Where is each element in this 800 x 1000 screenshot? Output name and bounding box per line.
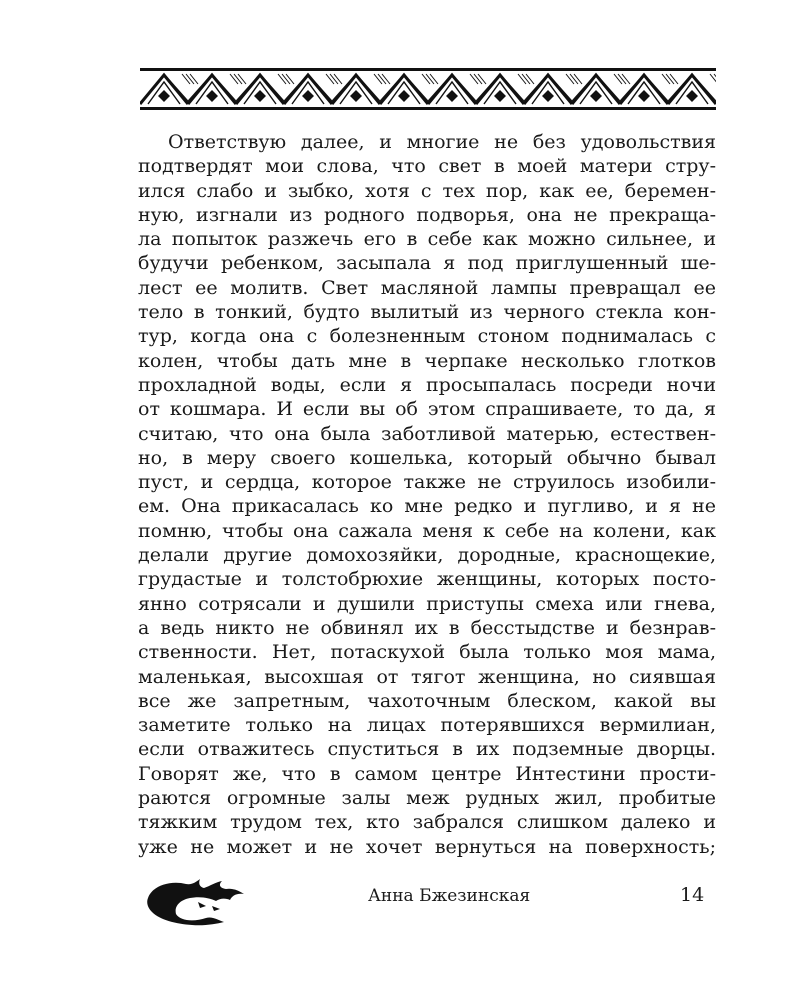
text-line: ную, изгнали из родного подворья, она не прекраща-	[138, 203, 716, 226]
text-line: все же запретным, чахоточным блеском, какой вы	[138, 689, 716, 712]
text-line: лест ее молитв. Свет масляной лампы превращал ее	[138, 276, 716, 299]
text-line: уже не может и не хочет вернуться на поверхность;	[138, 835, 716, 858]
text-line: будучи ребенком, засыпала я под приглушенный ше-	[138, 252, 716, 275]
text-line: ился слабо и зыбко, хотя с тех пор, как ее, беремен-	[138, 179, 716, 202]
text-line: Ответствую далее, и многие не без удовольствия	[168, 131, 716, 153]
text-line: ственности. Нет, потаскухой была только моя мама,	[138, 641, 716, 664]
footer-author: Анна Бжезинская	[368, 886, 531, 906]
text-line: пуст, и сердца, которое также не струилось изобили-	[138, 471, 716, 494]
text-line: подтвердят мои слова, что свет в моей матери стру-	[138, 155, 716, 178]
text-line: тяжким трудом тех, кто забрался слишком далеко и	[138, 811, 716, 834]
text-line: Говорят же, что в самом центре Интестини прости-	[138, 762, 716, 785]
text-line: грудастые и толстобрюхие женщины, которых посто-	[138, 568, 716, 591]
text-line: заметите только на лицах потерявшихся вермилиан,	[138, 714, 716, 737]
text-line: янно сотрясали и душили приступы смеха или гнева,	[138, 592, 716, 615]
text-line: ла попыток разжечь его в себе как можно сильнее, и	[138, 228, 716, 251]
text-line: прохладной воды, если я просыпалась посреди ночи	[138, 373, 716, 396]
text-line: помню, чтобы она сажала меня к себе на колени, как	[138, 519, 716, 542]
text-line: делали другие домохозяйки, дородные, краснощекие,	[138, 544, 716, 567]
text-line: ем. Она прикасалась ко мне редко и пугливо, и я не	[138, 495, 716, 518]
text-line: если отважитесь спуститься в их подземные дворцы.	[138, 738, 716, 761]
text-line: тур, когда она с болезненным стоном поднималась с	[138, 325, 716, 348]
text-line: считаю, что она была заботливой матерью, естествен-	[138, 422, 716, 445]
dragon-icon	[140, 876, 250, 926]
body-text	[138, 130, 716, 859]
text-line: но, в меру своего кошелька, который обычно бывал	[138, 446, 716, 469]
text-line: от кошмара. И если вы об этом спрашиваете, то да, я	[138, 398, 716, 421]
page-number: 14	[680, 884, 705, 906]
text-line: раются огромные залы меж рудных жил, пробитые	[138, 787, 716, 810]
text-line: тело в тонкий, будто вылитый из черного стекла кон-	[138, 301, 716, 324]
text-line: колен, чтобы дать мне в черпаке несколько глотков	[138, 349, 716, 372]
text-line: маленькая, высохшая от тягот женщина, но сиявшая	[138, 665, 716, 688]
text-line: а ведь никто не обвинял их в бесстыдстве и безнрав-	[138, 616, 716, 639]
ornamental-border-icon	[140, 68, 716, 110]
